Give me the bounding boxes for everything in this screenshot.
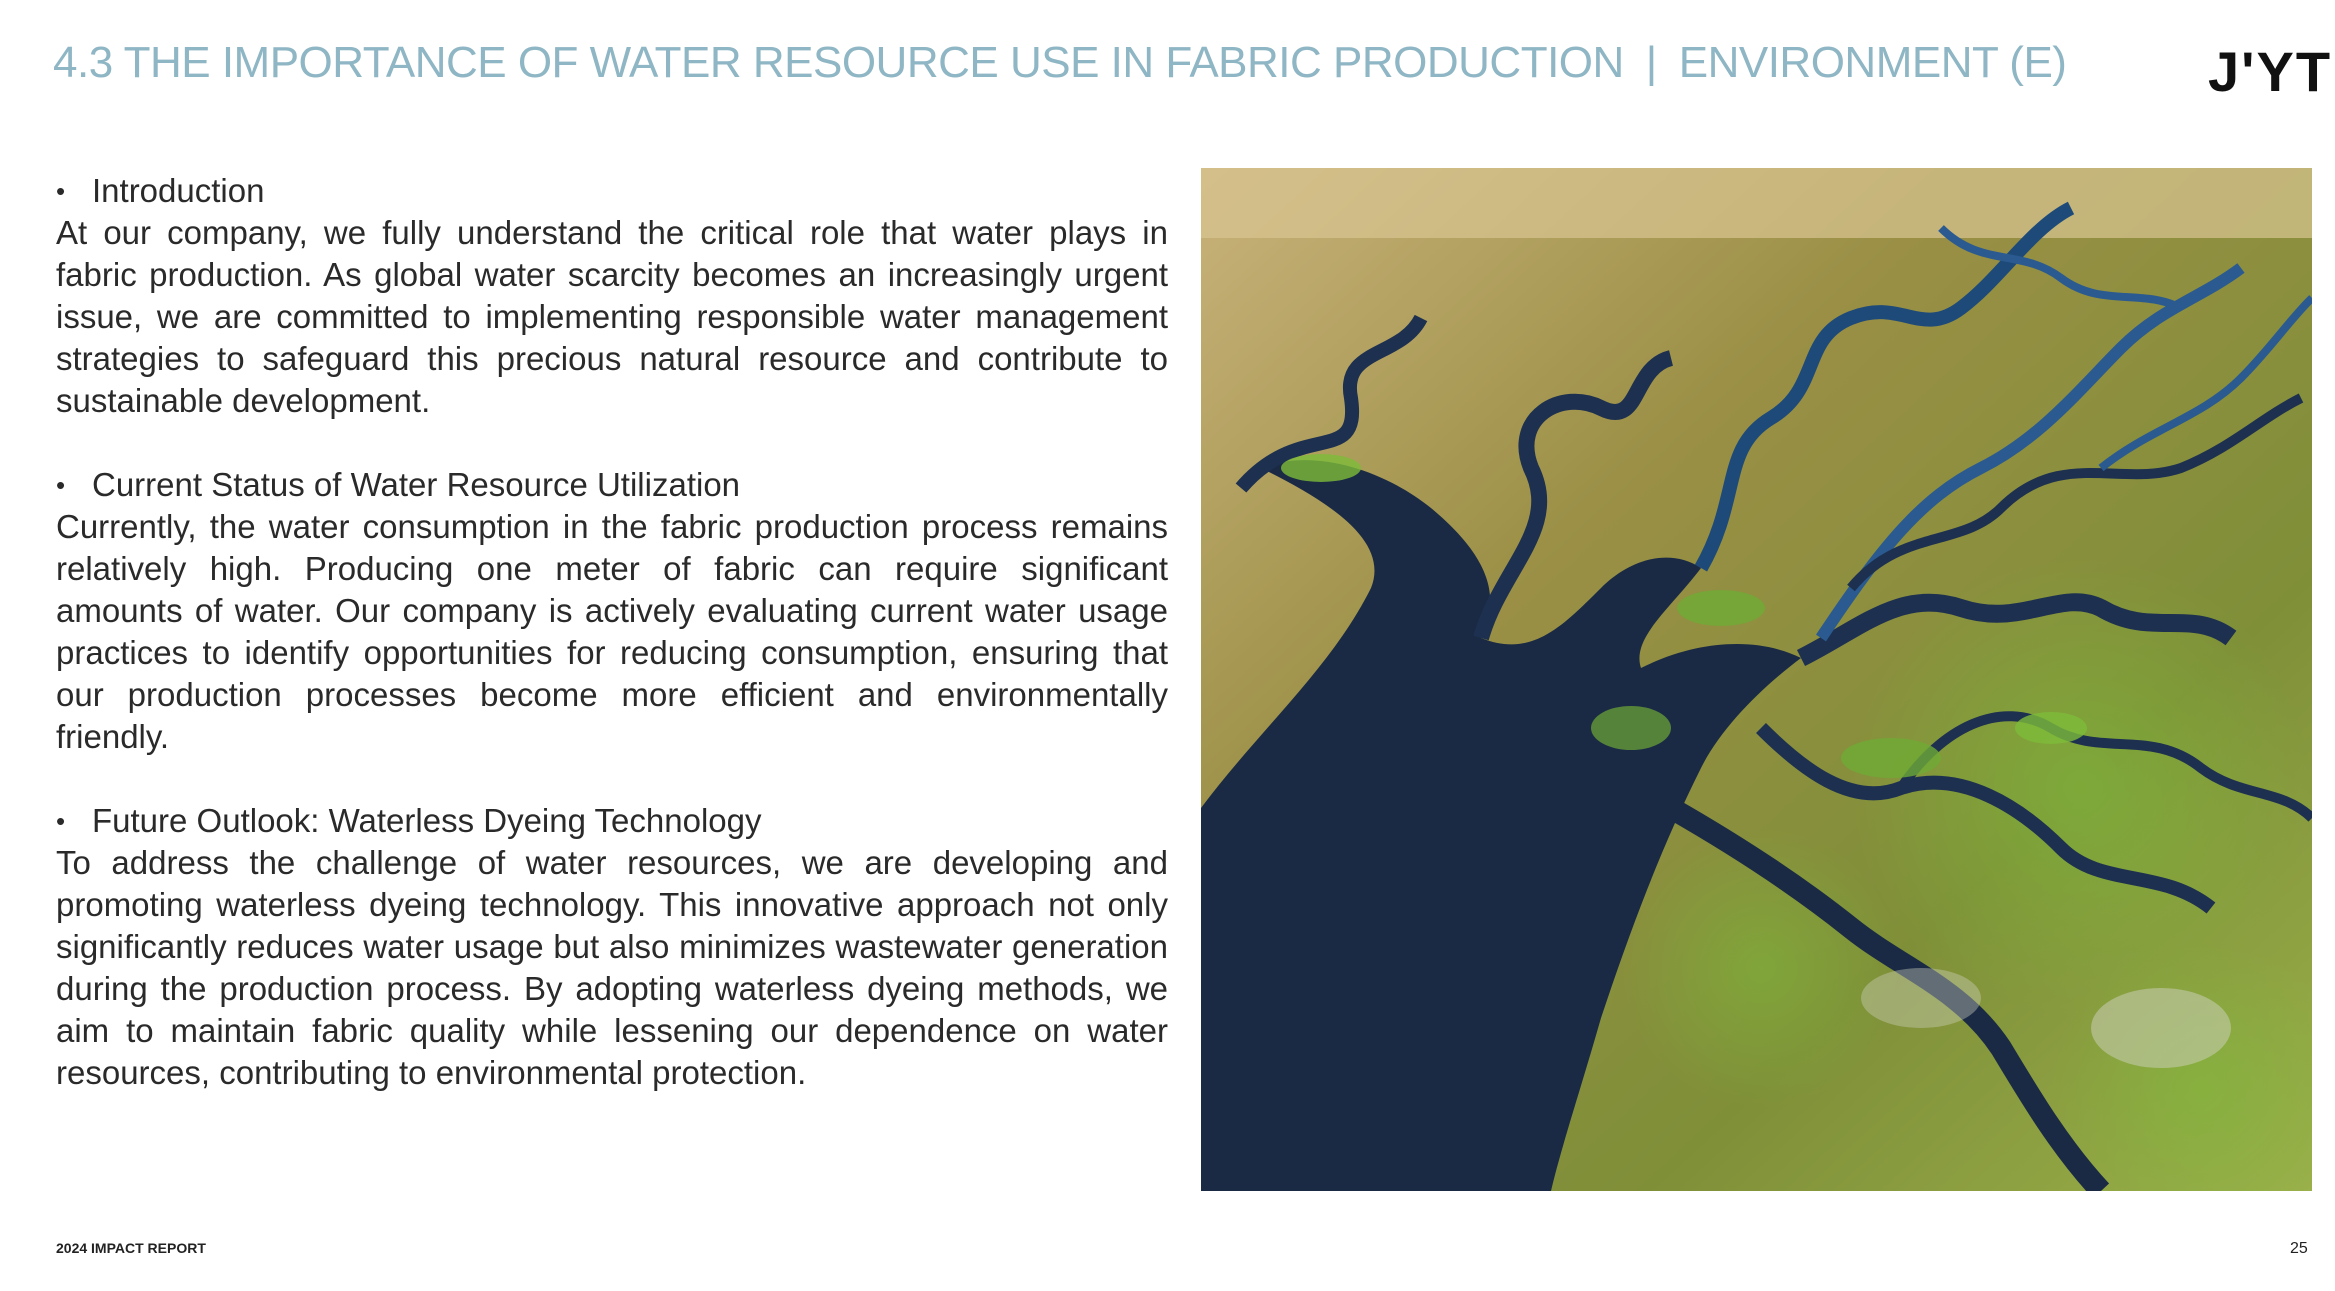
bullet-icon: • xyxy=(56,470,66,500)
main-text xyxy=(56,170,1168,1136)
bullet-icon: • xyxy=(56,176,66,206)
company-logo: J'YT xyxy=(2208,40,2333,103)
section-heading xyxy=(56,170,1168,212)
bullet-icon: • xyxy=(56,806,66,836)
section-current-status xyxy=(56,464,1168,758)
heading-text: Introduction xyxy=(92,172,265,209)
heading-text: Current Status of Water Resource Utilization xyxy=(92,466,741,503)
page-number: 25 xyxy=(2290,1240,2308,1257)
title-main: 4.3 THE IMPORTANCE OF WATER RESOURCE USE IN FABRIC PRODUCTION xyxy=(53,38,1624,87)
heading-text: Future Outlook: Waterless Dyeing Technology xyxy=(92,802,762,839)
section-body: To address the challenge of water resources, we are developing and promoting waterless dyeing technology. This innovative approach not only significantly reduces water usage but also minimizes wastewater generation during the production process. By adopting waterless dyeing methods, we aim to maintain fabric quality while lessening our dependence on water resources, contributing to environmental protection. xyxy=(56,844,1168,1091)
section-future-outlook xyxy=(56,800,1168,1094)
title-separator: | xyxy=(1645,38,1657,87)
section-heading xyxy=(56,464,1168,506)
page-title xyxy=(53,38,2103,88)
title-section: ENVIRONMENT (E) xyxy=(1678,38,2067,87)
wetland-river-photo xyxy=(1201,168,2312,1191)
section-heading xyxy=(56,800,1168,842)
section-introduction xyxy=(56,170,1168,422)
footer-report-label: 2024 IMPACT REPORT xyxy=(56,1240,206,1256)
section-body: At our company, we fully understand the critical role that water plays in fabric production. As global water scarcity becomes an increasingly urgent issue, we are committed to implementing responsible water management strategies to safeguard this precious natural resource and contribute to sustainable development. xyxy=(56,214,1168,419)
section-body: Currently, the water consumption in the fabric production process remains relatively high. Producing one meter of fabric can require significant amounts of water. Our company is actively evaluating current water usage practices to identify opportunities for reducing consumption, ensuring that our production processes become more efficient and environmentally friendly. xyxy=(56,508,1168,755)
